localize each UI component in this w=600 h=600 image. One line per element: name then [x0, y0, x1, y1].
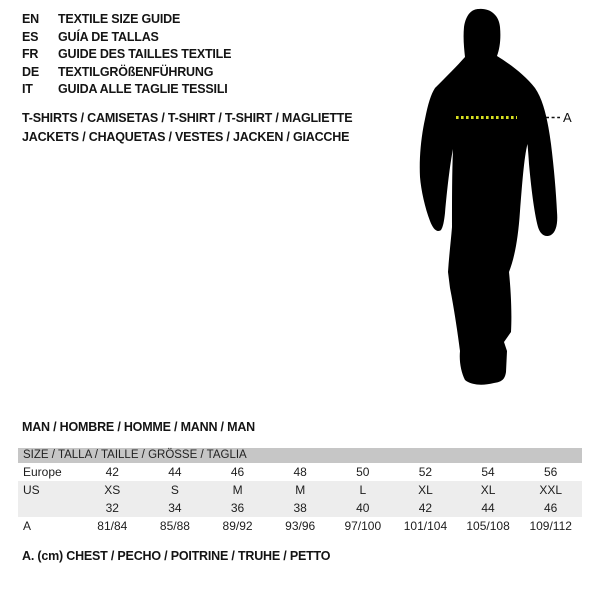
size-cell: 40	[356, 501, 370, 515]
man-silhouette-shape	[420, 9, 558, 385]
size-cell: 50	[356, 465, 370, 479]
section-title: MAN / HOMBRE / HOMME / MANN / MAN	[22, 420, 255, 434]
language-label: GUIDA ALLE TAGLIE TESSILI	[58, 82, 228, 96]
size-cell: 81/84	[97, 519, 128, 533]
size-cell: XXL	[539, 483, 563, 497]
table-row	[18, 499, 582, 517]
measure-label: A	[563, 110, 572, 125]
size-cell: XL	[418, 483, 433, 497]
language-code: IT	[22, 82, 33, 96]
size-cell: 89/92	[222, 519, 253, 533]
size-cell: 97/100	[344, 519, 382, 533]
language-label: TEXTILE SIZE GUIDE	[58, 12, 181, 26]
size-cell: 44	[168, 465, 182, 479]
size-cell: 93/96	[285, 519, 316, 533]
size-cell: 46	[230, 465, 245, 479]
size-cell: L	[359, 483, 367, 497]
language-label: TEXTILGRÖßENFÜHRUNG	[58, 64, 214, 79]
row-label: A	[23, 519, 32, 533]
table-row	[18, 517, 582, 535]
row-label	[18, 499, 81, 517]
size-cell: 105/108	[466, 519, 510, 533]
language-code: FR	[22, 47, 39, 61]
size-cell: S	[170, 483, 179, 497]
language-code: ES	[22, 29, 39, 44]
language-row	[22, 29, 231, 47]
man-silhouette-figure	[395, 0, 595, 400]
row-label: Europe	[23, 465, 62, 479]
size-cell: M	[295, 483, 306, 497]
language-label: GUÍA DE TALLAS	[58, 29, 159, 44]
size-cell: 46	[544, 501, 558, 515]
size-cell: 48	[293, 465, 307, 479]
size-cell: 85/88	[159, 519, 190, 533]
table-row	[18, 463, 582, 481]
size-table-header: SIZE / TALLA / TAILLE / GRÖSSE / TAGLIA	[18, 448, 582, 463]
row-label: US	[23, 483, 40, 497]
size-cell: 101/104	[403, 519, 448, 533]
size-cell: 52	[418, 465, 433, 479]
category-lines	[22, 109, 352, 147]
language-code: DE	[22, 64, 39, 79]
measurement-footnote: A. (cm) CHEST / PECHO / POITRINE / TRUHE / PETTO	[22, 549, 331, 563]
language-row	[22, 64, 231, 82]
size-cell: XL	[480, 483, 496, 497]
language-row	[22, 11, 231, 29]
language-row	[22, 81, 231, 99]
language-row	[22, 46, 231, 64]
size-cell: 34	[168, 501, 182, 515]
language-label: GUIDE DES TAILLES TEXTILE	[58, 47, 232, 61]
language-code: EN	[22, 12, 39, 26]
size-cell: 38	[293, 501, 307, 515]
category-line-jackets: JACKETS / CHAQUETAS / VESTES / JACKEN / GIACCHE	[22, 130, 350, 144]
language-list	[22, 11, 231, 99]
size-cell: 109/112	[529, 519, 572, 533]
size-table-body	[18, 463, 582, 535]
size-cell: XS	[104, 483, 121, 497]
size-cell: 42	[418, 501, 433, 515]
size-table	[18, 448, 582, 535]
table-row	[18, 481, 582, 499]
size-cell: 32	[105, 501, 119, 515]
size-cell: 54	[481, 465, 495, 479]
size-cell: 42	[105, 465, 119, 479]
category-line-tshirts: T-SHIRTS / CAMISETAS / T-SHIRT / T-SHIRT / MAGLIETTE	[22, 111, 353, 125]
size-cell: M	[232, 483, 243, 497]
size-cell: 56	[544, 465, 558, 479]
size-cell: 44	[481, 501, 495, 515]
size-cell: 36	[230, 501, 245, 515]
